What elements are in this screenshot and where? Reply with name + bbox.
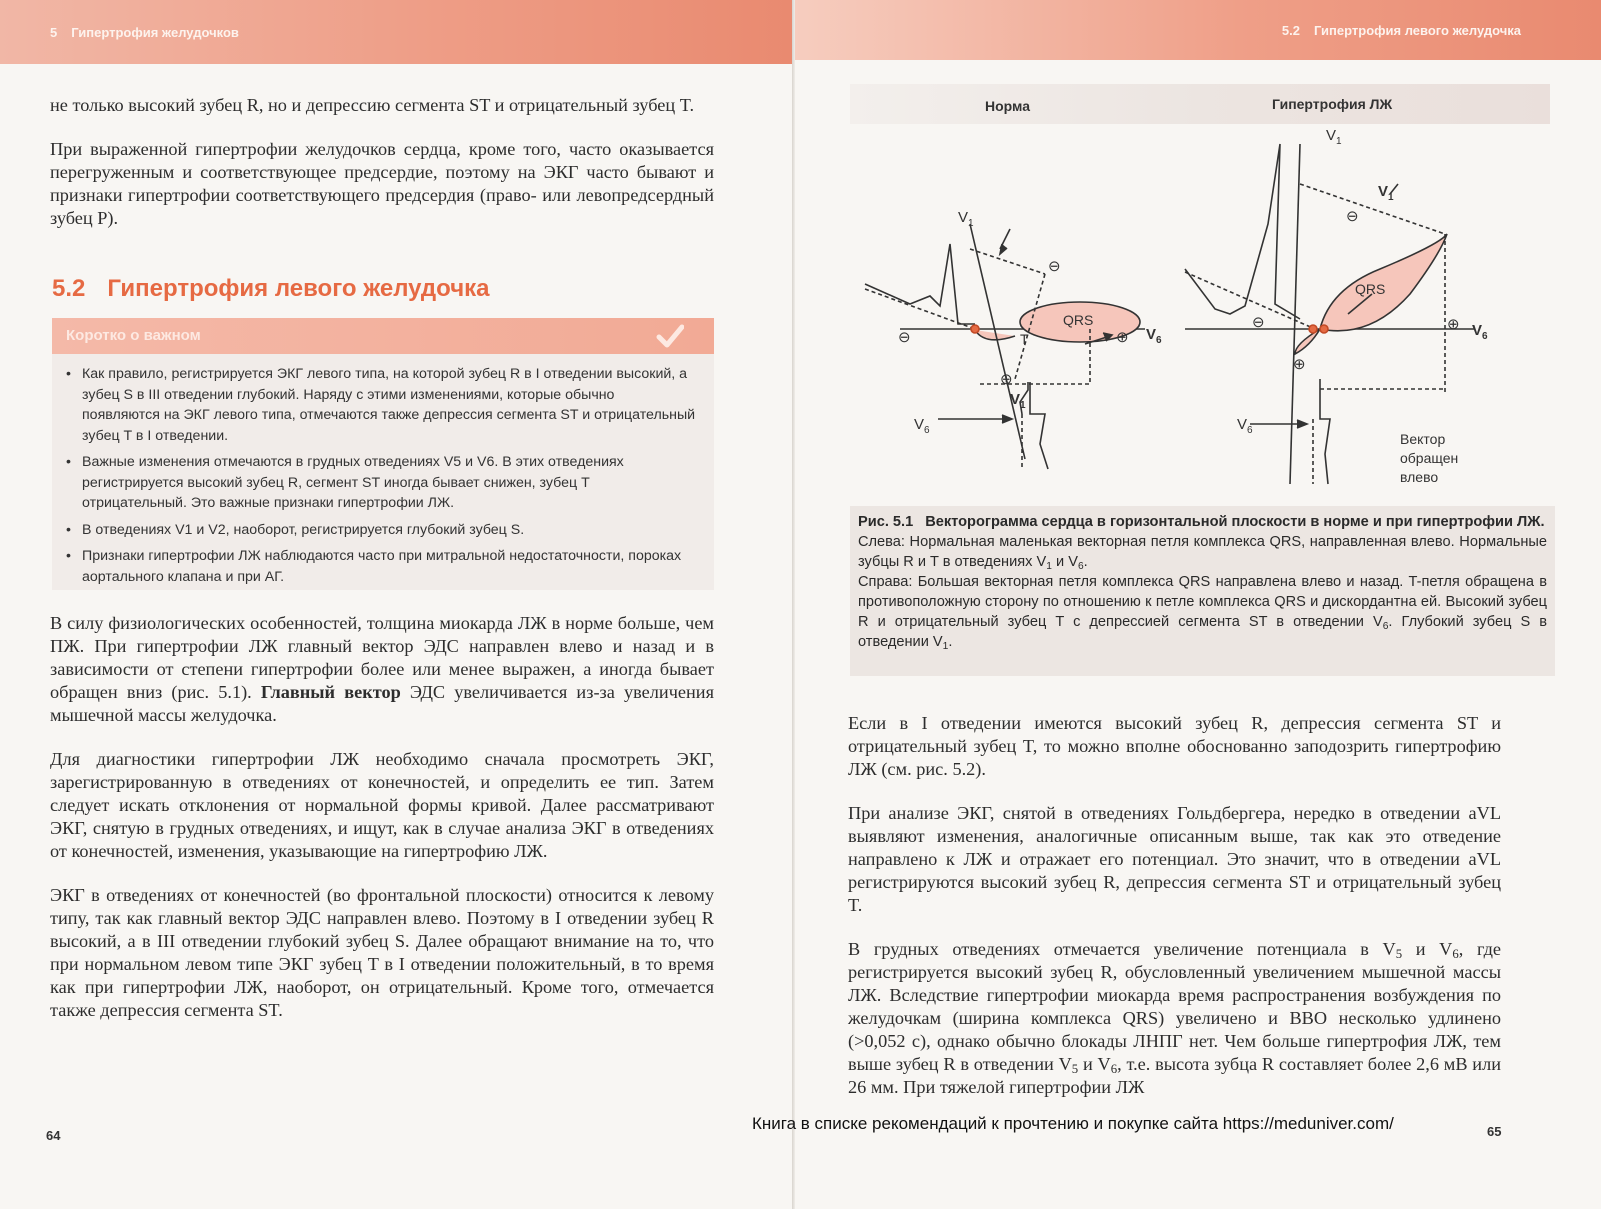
v1-axis-line [970,224,1025,459]
paragraph: Для диагностики гипертрофии ЛЖ необходимо сначала просмотреть ЭКГ, зарегистрированную в отведениях от конечностей, и определить ее тип. Затем следует искать отклонения от нормальной формы кривой. Далее рассматривают ЭКГ, снятую в грудных отведениях, и ищут, как в случае анализа ЭКГ в отведениях от конечностей, изменения, указывающие на гипертрофию ЛЖ. [50,749,714,861]
caption-text: Справа: Большая векторная петля комплекса QRS направлена влево и назад. T-петля обращена в противоположную сторону по отношению к петле комплекса QRS и дискордантна ей. Высокий зубец R и отрицательный зубец T с депрессией сегмента ST в отведении V [858,574,1547,630]
origin-point-lvh-1 [1309,325,1317,333]
paragraph: не только высокий зубец R, но и депрессию сегмента ST и отрицательный зубец T. [50,95,695,115]
label-v6b-normal: $V_6$ [914,416,930,436]
page-number-right: 65 [1487,1124,1502,1139]
paragraph: ЭКГ в отведениях от конечностей (во фронтальной плоскости) относится к левому типу, так как главный вектор ЭДС направлен влево. Поэтому в I отведении зубец R высокий, а в III отведении глубокий зубец S. Далее обращают внимание на то, что при нормальном левом типе ЭКГ зубец T в I отведении положительный, в то время как при гипертрофии ЛЖ, наоборот, он отрицательный. Кроме того, отмечается также депрессия сегмента ST. [50,885,714,1020]
subscript: 1 [942,641,949,652]
paragraph: При анализе ЭКГ, снятой в отведениях Гольдбергера, нередко в отведении aVL выявляют изменения, аналогичные описанным выше, так как это отведение направлено к ЛЖ и отражает его потенциал. Это значит, что в отведении aVL регистрируются высокий зубец R, депрессия сегмента ST и отрицательный зубец T. [848,803,1501,915]
caption-left-desc [858,532,1547,572]
section-title-header: Гипертрофия левого желудочка [1314,22,1521,38]
v1-ecg-lvh [1185,144,1300,319]
paragraph-text: и V [1078,1054,1111,1074]
bold-text: Главный вектор [260,682,401,702]
subscript: 5 [1395,947,1403,961]
paragraph-text: и V [1402,939,1453,959]
running-header-right [795,0,1601,60]
vectorcardiogram-figure [850,84,1550,504]
label-normal: Норма [985,98,1030,114]
vectorcardiogram-diagram [850,84,1550,504]
v6-ecg-lvh [1320,379,1330,484]
main-text-left [50,612,714,1043]
running-header-left [0,0,792,64]
paragraph-text: В грудных отведениях отмечается увеличение потенциала в V [848,939,1396,959]
label-lvh: Гипертрофия ЛЖ [1272,96,1393,112]
chapter-title: Гипертрофия желудочков [71,24,239,40]
section-number-header: 5.2 [1281,22,1300,38]
list-item-text: Важные изменения отмечаются в грудных отведениях V5 и V6. В этих отведениях регистрируется высокий зубец R, сегмент ST иногда бывает снижен, зубец T отрицательный. Это важные признаки гипертрофии ЛЖ. [82,454,624,511]
paragraph-text: , где регистрируется высокий зубец R, обусловленный увеличением мышечной массы ЛЖ. Вследствие гипертрофии миокарда время распространения возбуждения по желудочкам (ширина комплекса QRS) увеличено и ВВО несколько удлинено (>0,052 с), однако обычно блокады ЛНПГ нет. Чем больше гипертрофия ЛЖ, тем выше зубец R в отведении V [848,939,1501,1074]
paragraph-text: В силу физиологических особенностей, толщина миокарда ЛЖ в норме больше, чем ПЖ. При гипертрофии ЛЖ главный вектор ЭДС направлен влево и назад и в зависимости от степени гипертрофии более или менее выражен, а иногда бывает обращен вниз (рис. 5.1). [50,613,714,702]
checkmark-icon [656,322,684,350]
plus-sign: ⊕ [1000,371,1013,388]
caption-number: Рис. 5.1 [858,514,914,530]
label-v6b-lvh: $V_6$ [1237,416,1253,436]
plus-sign: ⊕ [1116,329,1129,346]
caption-text: . Глубокий зубец S в отведении V [858,614,1547,650]
caption-right-desc [858,572,1547,652]
page-number-left: 64 [46,1128,61,1143]
intro-text [50,94,714,251]
list-item: • Признаки гипертрофии ЛЖ наблюдаются часто при митральной недостаточности, пороках аортального клапана и при АГ. [66,546,696,587]
paragraph: При выраженной гипертрофии желудочков сердца, кроме того, часто оказывается перегруженным и соответствующее предсердие, поэтому на ЭКГ часто бывают и признаки гипертрофии соответствующего предсердия (право- или левопредсердный зубец P). [50,139,714,228]
subscript: 6 [1382,621,1389,632]
vector-note-line: обращен [1400,450,1459,466]
label-qrs-lvh: QRS [1355,281,1386,297]
paragraph: Если в I отведении имеются высокий зубец R, депрессия сегмента ST и отрицательный зубец T, то можно вполне обоснованно заподозрить гипертрофию ЛЖ (см. рис. 5.2). [848,713,1501,779]
paragraph-text: ЭДС увеличивается из-за увеличения мышечной массы желудочка. [50,682,714,725]
subscript: 6 [1452,947,1459,961]
vector-note-line: влево [1400,469,1439,485]
origin-point-lvh-2 [1320,325,1328,333]
label-v1b-lvh: $V_1$ [1378,183,1394,203]
left-page [0,0,792,1209]
caption-title-text: Векторограмма сердца в горизонтальной плоскости в норме и при гипертрофии ЛЖ. [925,514,1545,530]
label-v1b-normal: $V_1$ [1010,391,1026,411]
subscript: 6 [1077,561,1084,572]
list-item: • В отведениях V1 и V2, наоборот, регистрируется глубокий зубец S. [66,520,696,541]
minus-sign: ⊖ [898,329,911,346]
plus-sign: ⊕ [1447,316,1460,333]
chapter-number: 5 [50,24,58,40]
origin-point-normal [971,325,979,333]
section-number: 5.2 [52,275,86,302]
figure-caption [850,506,1555,676]
subscript: 1 [1046,561,1052,572]
subscript: 5 [1071,1062,1079,1076]
section-title: Гипертрофия левого желудочка [107,275,490,302]
caption-text: Слева: Нормальная маленькая векторная петля комплекса QRS, направленная влево. Нормальные зубцы R и T в отведениях V [858,534,1547,570]
key-points-box [52,318,714,590]
caption-text: . [948,634,953,650]
paragraph [848,938,1501,1099]
key-points-list [52,354,714,587]
right-page [795,0,1601,1209]
list-item [66,452,696,514]
label-qrs-normal: QRS [1063,312,1094,328]
subscript: 6 [1110,1062,1118,1076]
minus-sign: ⊖ [1252,314,1265,331]
caption-title [858,512,1547,532]
site-watermark: Книга в списке рекомендаций к прочтению и покупке сайта https://meduniver.com/ [752,1114,1394,1133]
section-heading [52,275,490,303]
key-points-header [52,318,714,354]
label-v1-normal: $V_1$ [958,209,974,229]
minus-sign: ⊖ [1048,258,1061,275]
label-v1-lvh: $V_1$ [1326,127,1342,147]
v6-lower-ecg [1030,382,1048,469]
list-item: • Как правило, регистрируется ЭКГ левого типа, на которой зубец R в I отведении высокий, а зубец S в III отведении глубокий. Наряду с этими изменениями, которые обычно появляются на ЭКГ левого типа, отмечаются также депрессия сегмента ST и отрицательный зубец T в I отведении. [66,364,696,446]
label-t-normal: T [1020,331,1029,347]
label-v6-normal: $V_6$ [1146,326,1162,346]
plus-sign: ⊕ [1293,356,1306,373]
paragraph-text: , т.е. высота зубца R составляет более 2,6 мВ или 26 мм. При тяжелой гипертрофии ЛЖ [848,1054,1501,1097]
caption-text: . [1083,554,1088,570]
key-points-title: Коротко о важном [66,327,201,344]
vector-note-line: Вектор [1400,431,1446,447]
caption-text: и V [1051,554,1078,570]
paragraph [50,612,714,727]
minus-sign: ⊖ [1346,208,1359,225]
label-v6-lvh: $V_6$ [1472,322,1488,342]
t-loop-lvh [1295,329,1320,354]
main-text-right [848,712,1501,1120]
v1-ecg-normal [865,244,975,324]
